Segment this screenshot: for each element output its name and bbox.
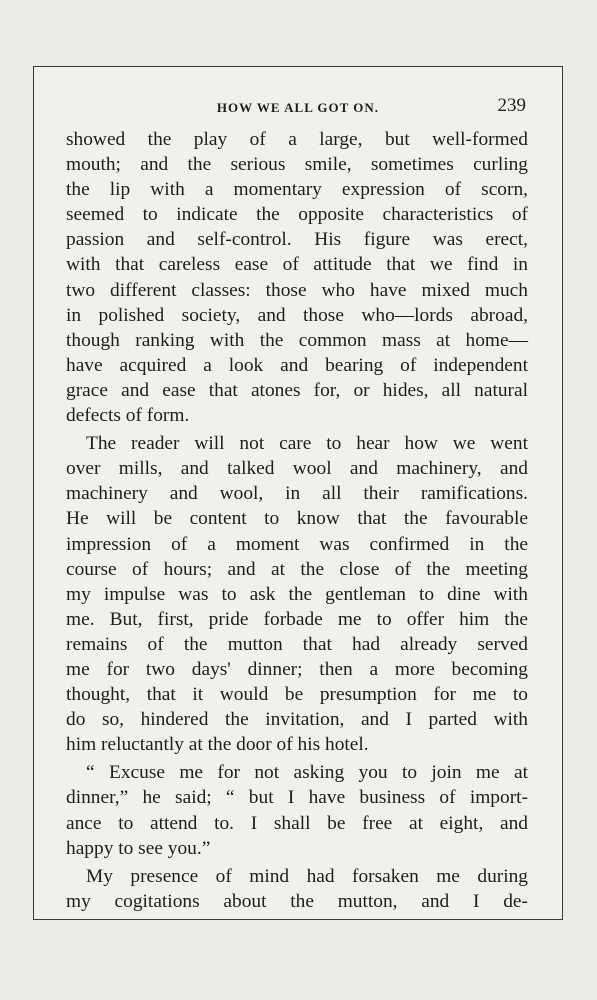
text-line: my impulse was to ask the gentleman to dine with [66,583,528,605]
text-line: have acquired a look and bearing of independent [66,354,528,376]
text-line: course of hours; and at the close of the meeting [66,558,528,580]
text-line: two different classes: those who have mixed much [66,279,528,301]
text-line: happy to see you.” [66,837,211,859]
text-line: dinner,” he said; “ but I have business of import- [66,787,528,809]
text-line: me for two days' dinner; then a more becoming [66,658,528,680]
text-line: The reader will not care to hear how we went [86,433,528,455]
text-line: the lip with a momentary expression of scorn, [66,179,528,201]
page-frame [33,66,563,920]
body-text [66,127,528,917]
text-line: with that careless ease of attitude that we find in [66,254,528,276]
text-line: over mills, and talked wool and machinery, and [66,458,528,480]
paragraph [66,864,528,914]
text-line: me. But, first, pride forbade me to offer him the [66,608,528,630]
text-line: remains of the mutton that had already served [66,633,528,655]
paragraph [66,431,528,757]
text-line: showed the play of a large, but well-formed [66,129,528,150]
text-line: mouth; and the serious smile, sometimes curling [66,154,528,176]
text-line: ance to attend to. I shall be free at eight, and [66,812,528,834]
text-line: machinery and wool, in all their ramifications. [66,483,528,505]
text-line: impression of a moment was confirmed in the [66,533,528,555]
paragraph [66,127,528,428]
text-line: in polished society, and those who—lords abroad, [66,304,528,326]
text-line: though ranking with the common mass at home— [66,329,528,351]
text-line: thought, that it would be presumption for me to [66,684,528,706]
running-head: HOW WE ALL GOT ON. [216,100,380,115]
text-line: passion and self-control. His figure was erect, [66,229,528,251]
text-line: my cogitations about the mutton, and I de- [66,890,528,912]
text-line: He will be content to know that the favourable [66,508,528,530]
text-line: him reluctantly at the door of his hotel. [66,734,369,756]
text-line: seemed to indicate the opposite characteristics of [66,204,528,226]
paragraph [66,760,528,860]
page-number: 239 [497,95,526,116]
page-header [68,95,528,119]
text-line: do so, hindered the invitation, and I parted with [66,709,528,731]
text-line: grace and ease that atones for, or hides, all natural [66,379,528,401]
text-line: My presence of mind had forsaken me during [86,865,528,887]
text-line: defects of form. [66,405,190,427]
text-line: “ Excuse me for not asking you to join me at [86,762,528,784]
